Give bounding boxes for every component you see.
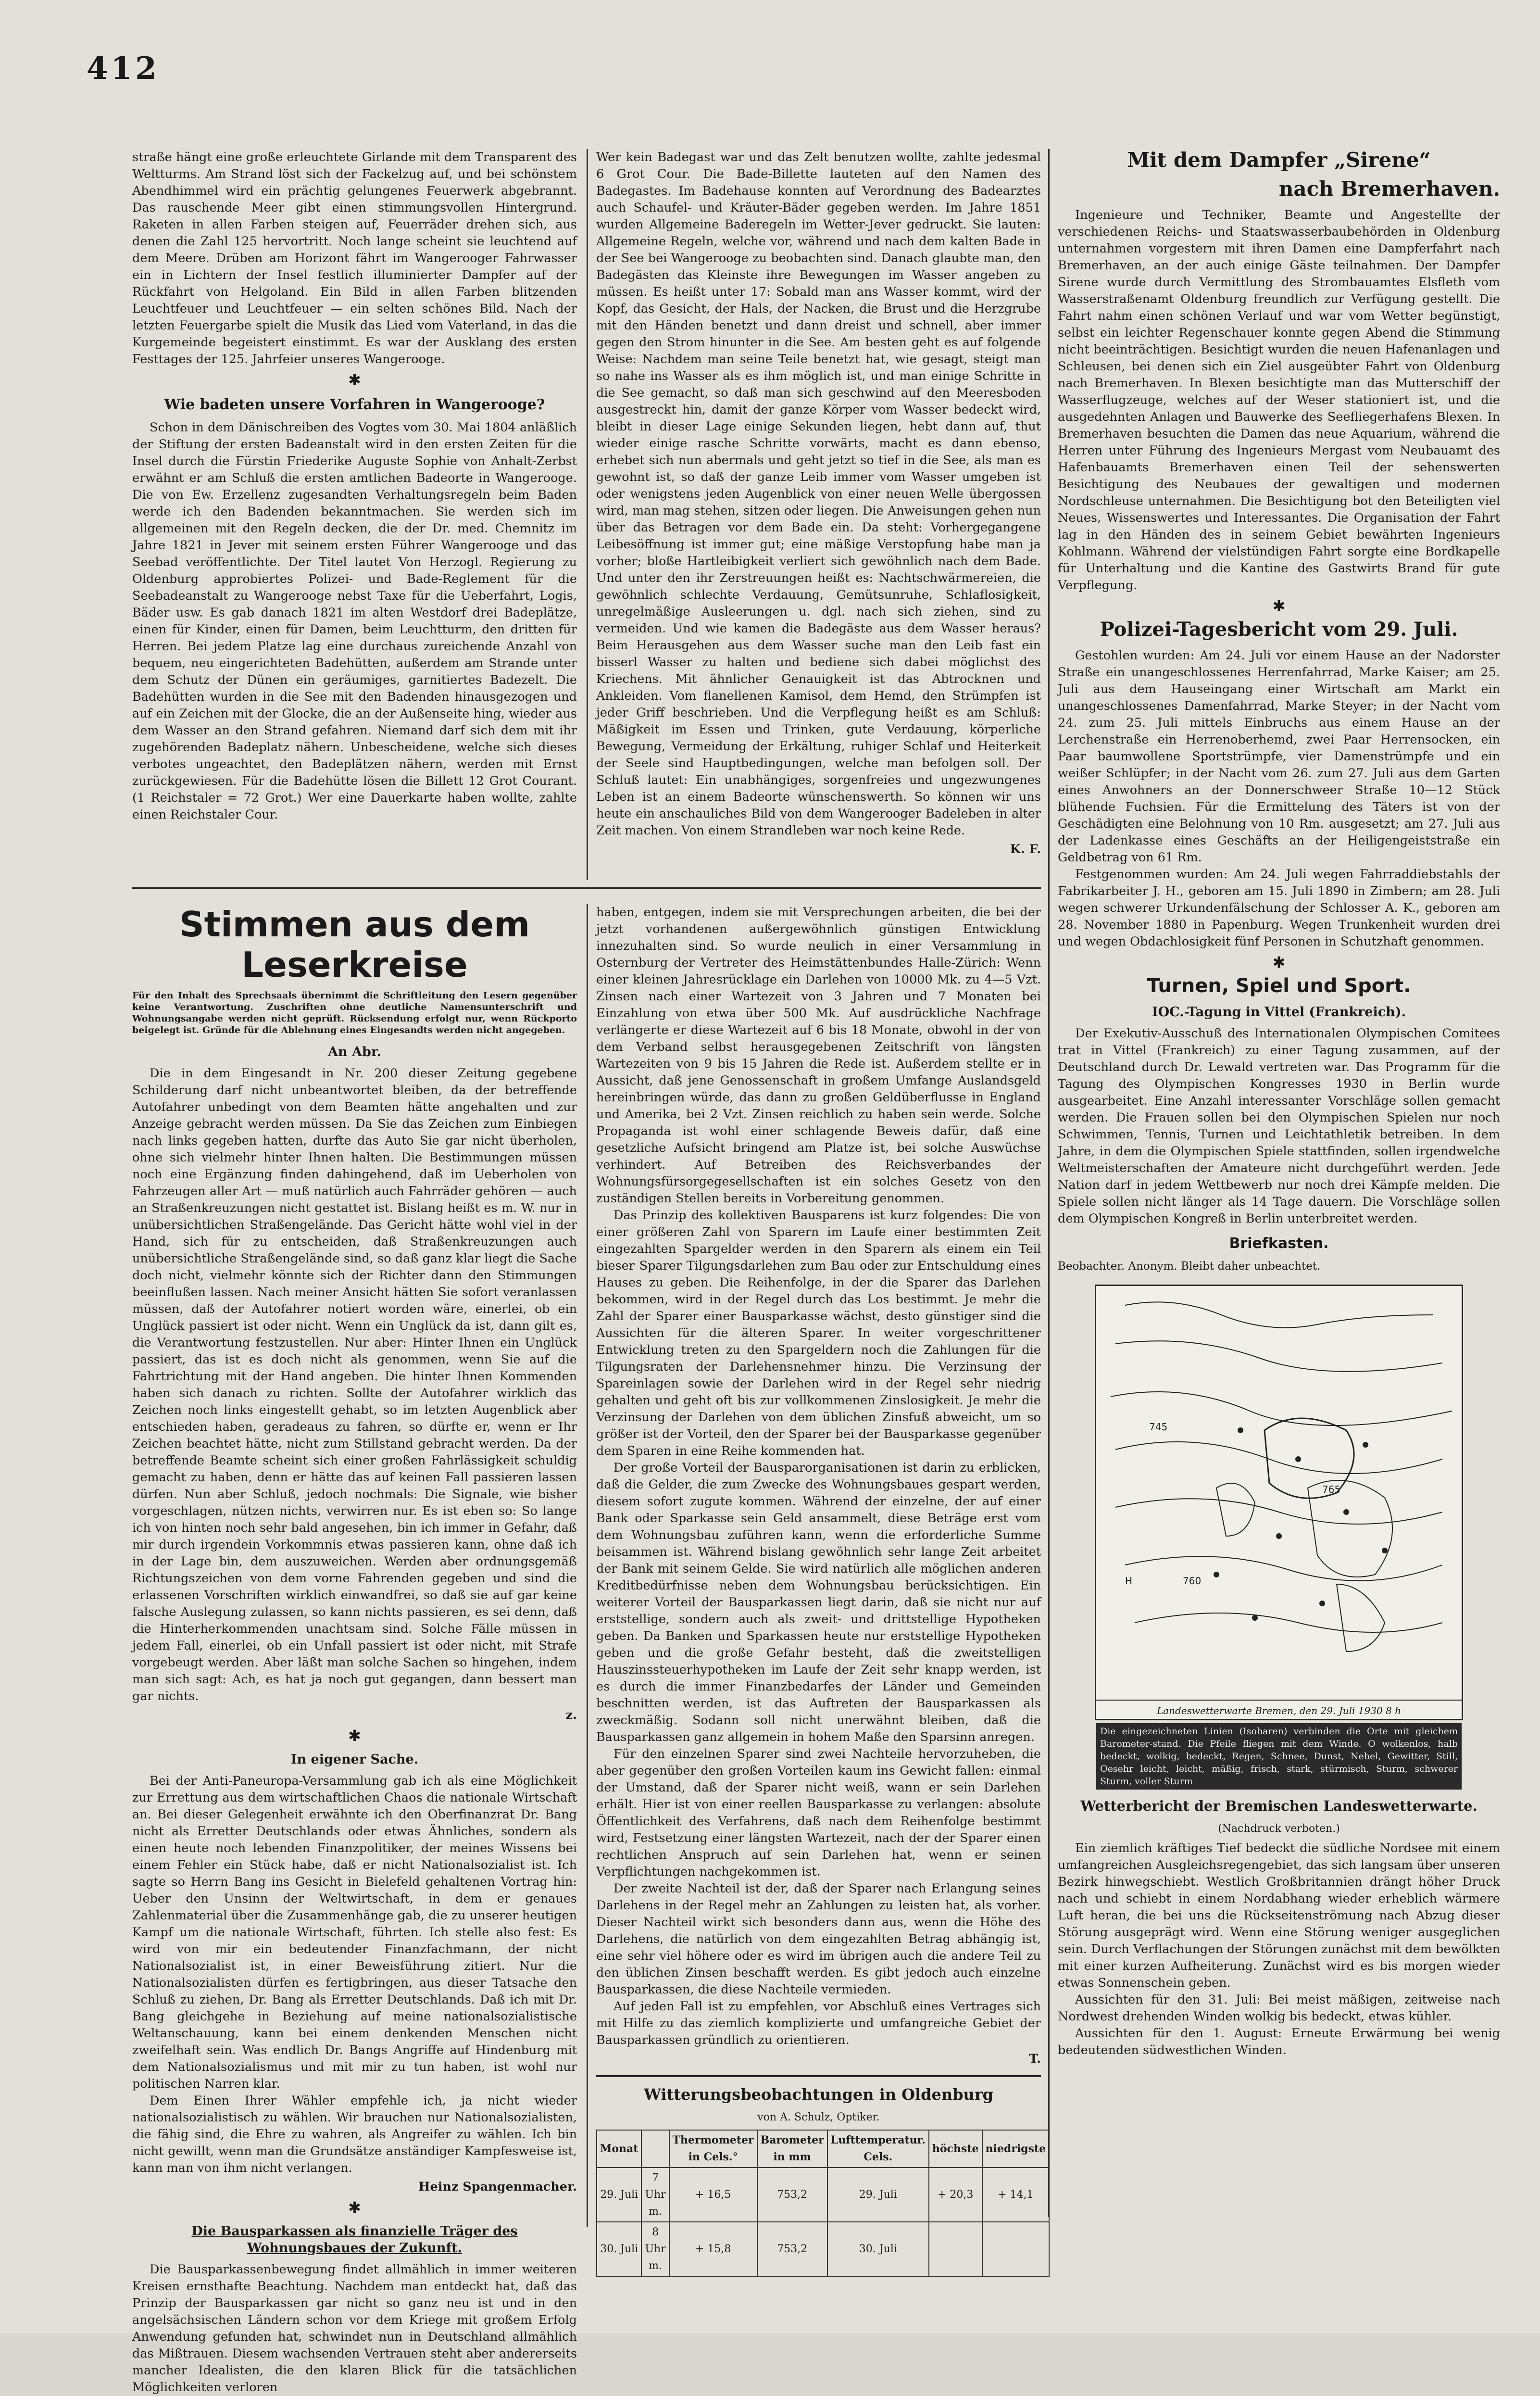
table-cell: + 14,1	[982, 2168, 1050, 2222]
table-cell	[929, 2222, 982, 2276]
column-3	[1058, 149, 1500, 2059]
savings-text-d: Für den einzelnen Sparer sind zwei Nachteile hervorzuheben, die aber gegenüber den großen Vorteilen kaum ins Gewicht fallen: einmal der Umstand, daß der Sparer nicht weiß, wann er sein Darlehen erhält. Hier ist von einer reellen Bausparkasse zu verlangen: absolute Öffentlichkeit des Verfahrens, daß nach dem Reihenfolge bestimmt wird, Festsetzung einer längsten Wartezeit, nach der der Sparer einen rechtlichen Anspruch auf sein Darlehen hat, wenn er seinen Verpflichtungen nachgekommen ist.	[596, 1747, 1041, 1879]
section-rule	[132, 887, 1041, 889]
article-heading-sport: Turnen, Spiel und Sport.	[1147, 975, 1411, 997]
letter-text-3: Die Bausparkassenbewegung findet allmählich in immer weiteren Kreisen ernsthafte Beachtung. Nachdem man entdeckt hat, daß das Prinzip der Bausparkassen gar nicht so ganz neu ist und in den angelsächsischen Ländern schon vor dem Kriege mit großem Erfolg Anwendung gefunden hat, schwindet nun in Deutschland allmählich das Mißtrauen. Diesem wachsenden Vertrauen steht aber andererseits mancher Idealisten, die den klaren Blick für die tatsächlichen Möglichkeiten verloren	[132, 2262, 577, 2395]
weather-map-caption: Landeswetterwarte Bremen, den 29. Juli 1930 8 h	[1096, 1700, 1462, 1720]
table-cell: 30. Juli	[827, 2222, 929, 2276]
weather-report-notice: (Nachdruck verboten.)	[1218, 1823, 1340, 1835]
table-cell: 29. Juli	[827, 2168, 929, 2222]
article-subheading-ioc: IOC.-Tagung in Vittel (Frankreich).	[1152, 1005, 1406, 1020]
observations-table	[596, 2130, 1050, 2277]
weather-map-legend: Die eingezeichneten Linien (Isobaren) verbinden die Orte mit gleichem Barometer-stand. Die Pfeile fliegen mit dem Winde. O wolkenlos, halb bedeckt, wolkig, bedeckt, Regen, Schnee, Dunst, Nebel, Gewitter, Still, Oesehr leicht, leicht, mäßig, frisch, stark, stürmisch, Sturm, schwerer Sturm, voller Sturm	[1096, 1723, 1462, 1790]
readers-section	[132, 904, 577, 2396]
table-header-row	[597, 2130, 1049, 2168]
weather-map-drawing	[1096, 1286, 1462, 1700]
readers-section-title: Stimmen aus dem Leserkreise	[179, 904, 530, 985]
column-divider	[1048, 149, 1050, 2217]
letter-text-1: Die in dem Eingesandt in Nr. 200 dieser Zeitung gegebene Schilderung darf nicht unbeantwortet bleiben, da der betreffende Autofahrer unbedingt von dem Beamten hätte angehalten und zur Anzeige gebracht werden müssen. Da Sie das Zeichen zum Einbiegen nach links gegeben hatten, durfte das Auto Sie gar nicht überholen, ohne sich vielmehr hinter Ihnen halten. Die Bestimmungen müssen noch eine Ergänzung finden dahingehend, daß im Ueberholen von Fahrzeugen aller Art — muß natürlich auch Fahrräder gehören — auch an Straßenkreuzungen nicht gestattet ist. Bislang heißt es m. W. nur in unübersichtlichen Straßengelände. Das Gericht hätte wohl viel in der Hand, sich für zu entscheiden, daß Straßenkreuzungen auch unübersichtliche Straßengelände sind, so daß ganz klar liegt die Sache doch nicht, vielmehr könnte sich der Richter dann den Stimmungen beeinflußen lassen. Nach meiner Ansicht hätten Sie sofort veranlassen müssen, daß der Autofahrer notiert worden wäre, einerlei, ob ein Unglück passiert ist oder nicht. Wenn ein Unglück da ist, dann gilt es, die Verantwortung festzustellen. Nur aber: Hinter Ihnen ein Unglück passiert, das ist es doch nicht als genommen, wenn Sie auf die Fahrtrichtung mit der Hand angeben. Die hinter Ihnen Kommenden haben sich danach zu richten. Sollte der Autofahrer wirklich das Zeichen noch links eingestellt gehabt, so im letzten Augenblick aber entschieden haben, geradeaus zu fahren, so dürfte er, wenn er Ihr Zeichen beachtet hätte, nicht zum Stillstand gebracht werden. Da der betreffende Beamte scheint sich einer großen Fahrlässigkeit schuldig gemacht zu haben, denn er hätte das auf keinen Fall passieren lassen dürfen. Nun aber Schluß, jedoch nochmals: Die Signale, wie bisher vorgeschlagen, nützen nichts, verwirren nur. Es ist eben so: So lange ich von hinten noch sehr bald angesehen, bin ich immer in Gefahr, daß mir durch irgendein Vorkommnis etwas passieren kann, ohne daß ich in der Lage bin, dem auszuweichen. Werden aber ordnungsgemäß Richtungszeichen von dem vorne Fahrenden gegeben und sind die erlassenen Vorschriften wirklich einwandfrei, so daß sie auf gar keine falsche Auslegung zulassen, so kann nichts passieren, es sei denn, daß die Hinterherkommenden unachtsam sind. Solche Fälle müssen in jedem Fall, einerlei, ob ein Unfall passiert ist oder nicht, mit Strafe vorgebeugt werden. Aber läßt man solche Sachen so hingehen, indem man sich sagt: Ach, es hat ja noch gut gegangen, dann bessert man gar nichts.	[132, 1066, 577, 1703]
separator-star: ✱	[348, 2198, 361, 2217]
svg-text:765: 765	[1322, 1484, 1341, 1495]
police-report-stolen: Gestohlen wurden: Am 24. Juli vor einem Hause an der Nadorster Straße ein unangeschlossenes Herrenfahrrad, Marke Kaiser; am 25. Juli aus dem Hauseingang einer Wirtschaft am Markt ein unangeschlossenes Damenfahrrad, Marke Steyer; in der Nacht vom 24. zum 25. Juli mittels Einbruchs aus einem Hause an der Lerchenstraße ein Herrenoberhemd, zwei Paar Herrensocken, ein Paar baumwollene Sportstrümpfe, vier Damenstrümpfe und ein weißer Schlüpfer; in der Nacht vom 26. zum 27. Juli aus dem Garten eines Anwohners an der Donnerschweer Straße 10—12 Stück blühende Fuchsien. Für die Ermittelung des Täters ist von der Geschädigten eine Belohnung von 10 Rm. ausgesetzt; am 27. Juli aus der Ladenkasse eines Geschäfts an der Heiligengeiststraße ein Geldbetrag von 61 Rm.	[1058, 648, 1500, 865]
savings-text-f: Auf jeden Fall ist zu empfehlen, vor Abschluß eines Vertrages sich mit Hilfe zu das ziemlich komplizierte und umfangreiche Gebiet der Bausparkassen gründlich zu orientieren.	[596, 1999, 1041, 2047]
table-header: Lufttemperatur. Cels.	[827, 2130, 929, 2168]
article-heading-steamer: Mit dem Dampfer „Sirene“	[1127, 148, 1431, 172]
article-heading-bathing: Wie badeten unsere Vorfahren in Wangerooge?	[164, 396, 545, 413]
column-1-top	[132, 149, 577, 823]
letter-heading-2: In eigener Sache.	[290, 1752, 419, 1767]
table-row	[597, 2168, 1049, 2222]
column-divider	[587, 904, 588, 2227]
separator-star: ✱	[348, 1727, 361, 1745]
table-cell: 753,2	[757, 2222, 827, 2276]
savings-text-a: haben, entgegen, indem sie mit Versprechungen arbeiten, die bei der jetzt vorhandenen außergewöhnlich günstigen Entwicklung innezuhalten sind. So wurde neulich in einer Versammlung in Osternburg der Vertreter des Heimstättenbundes Halle-Zürich: Wenn einer kleinen Jahresrücklage ein Darlehen von 10000 Mk. zu 4—5 Vzt. Zinsen nach einer Wartezeit von 3 Jahren und 7 Monaten bei Einzahlung von etwa über 500 Mk. Auf ausdrückliche Nachfrage verlängerte er diese Wartezeit auf 6 bis 18 Monate, obwohl in der von dem Verband selbst herausgegebenen Zeitschrift von längsten Wartezeiten von 9 bis 15 Jahren die Rede ist. Außerdem stellte er in Aussicht, daß jene Genossenschaft in großem Umfange Auslandsgeld hereinbringen würde, das dann zu großen Geldüberflusse in England und Amerika, bei 2 Vzt. Zinsen reichlich zu haben sein werde. Solche Propaganda ist wohl einer schlagende Beweis dafür, daß eine gesetzliche Aufsicht bringend am Platze ist, bei solche Auswüchse verhindert. Auf Betreiben des Reichsverbandes der Wohnungsfürsorgegesellschaften ist ein solches Gesetz von den zuständigen Stellen bereits in Vorbereitung genommen.	[596, 905, 1041, 1206]
table-cell: 753,2	[757, 2168, 827, 2222]
letter-signature-2: Heinz Spangenmacher.	[418, 2180, 577, 2194]
table-row	[597, 2222, 1049, 2276]
festival-text: straße hängt eine große erleuchtete Girlande mit dem Transparent des Weltturms. Am Strand löst sich der Fackelzug auf, und bei schönstem Abendhimmel wird ein prächtig gelungenes Feuerwerk abgebrannt. Das rauschende Meer gibt einen stimmungsvollen Hintergrund. Raketen in allen Farben steigen auf, Feuerräder drehen sich, aus denen die Zahl 125 hervortritt. Noch lange scheint sie leuchtend auf dem Meere. Drüben am Horizont fährt im Wangerooger Fahrwasser ein in Lichtern der Insel festlich illuminierter Dampfer auf der Rückfahrt von Helgoland. Ein Bild in allen Farben blitzenden Leuchtfeuer und Leuchtfeuer — ein selten schönes Bild. Nach der letzten Feuergarbe spielt die Musik das Lied vom Vaterland, in das die Kurgemeinde begeistert einstimmt. Es war der Ausklang des ersten Festtages der 125. Jahrfeier unseres Wangerooge.	[132, 150, 577, 366]
table-header: niedrigste	[982, 2130, 1050, 2168]
table-cell: + 20,3	[929, 2168, 982, 2222]
weather-report-heading: Wetterbericht der Bremischen Landeswetterwarte.	[1080, 1798, 1477, 1814]
letter-text-2b: Dem Einen Ihrer Wähler empfehle ich, ja nicht wieder nationalsozialistisch zu wählen. Wir brauchen nur Nationalsozialisten, die fähig sind, die Ehre zu wahren, als Angreifer zu wählen. Ich bin nicht gewillt, wenn man die Grundsätze anständiger Kampfesweise ist, kann man von ihm nicht verlangen.	[132, 2093, 577, 2175]
table-header: Thermometer in Cels.°	[669, 2130, 757, 2168]
column-2-top	[596, 149, 1041, 858]
column-divider	[587, 149, 588, 880]
separator-star: ✱	[348, 371, 361, 389]
weather-forecast-31-july: Aussichten für den 31. Juli: Bei meist mäßigen, zeitweise nach Nordwest drehenden Winden wolkig bis bedeckt, etwas kühler.	[1058, 1992, 1500, 2024]
table-cell: + 16,5	[669, 2168, 757, 2222]
letter-heading-1: An Abr.	[328, 1045, 381, 1059]
observations-title: Witterungsbeobachtungen in Oldenburg	[643, 2085, 994, 2104]
letter-text-2: Bei der Anti-Paneuropa-Versammlung gab ich als eine Möglichkeit zur Errettung aus dem wirtschaftlichen Chaos die nationale Wirtschaft an. Bei dieser Gelegenheit erwähnte ich den Oberfinanzrat Dr. Bang nicht als Erretter Deutschlands oder etwas Ähnliches, sondern als einen heute noch lebenden Finanzpolitiker, der meines Wissens bei einem Fehler ein Stück habe, daß er nicht Nationalsozialist ist. Ich sagte so Herrn Bang ins Gesicht in Bielefeld gehaltenen Vortrag hin: Ueber den Unsinn der Weltwirtschaft, in dem er genaues Zahlenmaterial über die Zusammenhänge gab, die zu unserer heutigen Kampf um die nationale Wirtschaft, führten. Ich stelle also fest: Es wird von mir ein bedeutender Finanzfachmann, der nicht Nationalsozialist ist, in einer Beweisführung zitiert. Nur die Nationalsozialisten dürfen es fertigbringen, aus dieser Tatsache den Schluß zu ziehen, Dr. Bang als Erretter Deutschlands. Daß ich mit Dr. Bang gleichgehe in Beziehung auf meine nationalsozialistische Weltanschauung, kann bei einem denkenden Menschen nicht zweifelhaft sein. Was endlich Dr. Bangs Angriffe auf Hindenburg mit dem Nationalsozialismus und mit mir zu tun haben, ist wohl nur politischen Narren klar.	[132, 1774, 577, 2091]
article-heading-police: Polizei-Tagesbericht vom 29. Juli.	[1100, 618, 1458, 641]
observations-subtitle: von A. Schulz, Optiker.	[757, 2111, 880, 2123]
separator-star: ✱	[1272, 597, 1286, 615]
weather-forecast-1-august: Aussichten für den 1. August: Erneute Erwärmung bei wenig bedeutenden südwestlichen Winden.	[1058, 2026, 1500, 2057]
building-savings-column	[596, 904, 1046, 2277]
savings-text-b: Das Prinzip des kollektiven Bausparens ist kurz folgendes: Die von einer größeren Zahl von Sparern im Laufe einer bestimmten Zeit eingezahlten Spargelder werden in den Sparern als einem ein Teil bieser Sparer Tilgungsdarlehen zum Bau oder zur Entschuldung eines Hauses zu geben. Die Reihenfolge, in der die Sparer das Darlehen bekommen, wird in der Regel durch das Los bestimmt. Je mehr die Zahl der Sparer einer Bausparkasse wächst, desto günstiger sind die Aussichten für die älteren Sparer. In weiter vorgeschrittener Entwicklung treten zu den Spargeldern noch die Zahlungen für die Tilgungsraten der Darlehensnehmer hinzu. Die Verzinsung der Spareinlagen sowie der Darlehen wird in der Regel sehr niedrig gehalten und geht oft bis zur vollkommenen Zinslosigkeit. Je mehr die Verzinsung der Darlehen von dem üblichen Zinsfuß abweicht, um so größer ist der Vorteil, den der Sparer bei der Bausparkasse gegenüber dem Sparen in eine Reihe kommenden hat.	[596, 1208, 1041, 1458]
weather-map	[1095, 1285, 1463, 1720]
bathing-article-continued: Wer kein Badegast war und das Zelt benutzen wollte, zahlte jedesmal 6 Grot Cour. Die Bade-Billette lauteten auf den Namen des Badegastes. Im Badehause konnten auf Verordnung des Badearztes auch Schaufel- und Kräuter-Bäder gegeben werden. Im Jahre 1851 wurden Allgemeine Baderegeln im Wetter-Jever gedruckt. Sie lauten: Allgemeine Regeln, welche vor, während und nach dem kalten Bade in der See bei Wangerooge zu beobachten sind. Danach glaubte man, den Badegästen das Kleinste ihre Bewegungen im Wasser angeben zu müssen. Es heißt unter 17: Sobald man ans Wasser kommt, wird der Kopf, das Gesicht, der Hals, der Nacken, die Brust und die Herzgrube mit den Händen benetzt und dann dreist und schnell, aber immer gegen den Strom hinunter in die See. Am besten geht es auf folgende Weise: Nachdem man seine Teile benetzt hat, wie gesagt, steigt man so nahe ins Wasser als es ihm möglich ist, und man einige Schritte in die See gemacht, so daß man sich geschwind auf den Meeresboden ausgestreckt hin, damit der ganze Körper vom Wasser bedeckt wird, bleibt in dieser Lage einige Sekunden liegen, hebt dann auf, thut wieder einige rasche Schritte vorwärts, macht es dann ebenso, erhebet sich nun abermals und geht jetzt so tief in die See, als man es gewohnt ist, so daß der ganze Leib immer vom Wasser umgeben ist oder wenigstens jeden Augenblick von einer neuen Welle übergossen wird, man mag stehen, sitzen oder liegen. Die Anweisungen gehen nun über das Betragen vor dem Bade ein. Da steht: Vorhergegangene Leibesöffnung ist immer gut; eine mäßige Verstopfung habe man ja vorher; bloße Hartleibigkeit verliert sich gewöhnlich nach dem Bade. Und unter den ihr Zerstreuungen heißt es: Nachtschwärmereien, die gewöhnlich schlechte Verdauung, Gemütsunruhe, Schlaflosigkeit, unregelmäßige Ausleerungen u. dgl. nach sich ziehen, sind zu vermeiden. Und wie kamen die Badegäste aus dem Wasser heraus? Beim Herausgehen aus dem Wasser suche man den Leib fast ein bisserl Wasser zu halten und bediene sich dabei möglichst des Kriechens. Mit ähnlicher Genauigkeit ist das Abtrocknen und Ankleiden. Vom flanellenen Kamisol, dem Hemd, den Strümpfen ist jeder Griff beschrieben. Und die Verpflegung heißt es am Schluß: Mäßigkeit im Essen und Trinken, gute Verdauung, körperliche Bewegung, Vermeidung der Erkältung, ruhiger Schlaf und Heiterkeit der Seele sind Hauptbedingungen, welche man befolgen soll. Der Schluß lautet: Ein unabhängiges, sorgenfreies und ungezwungenes Leben ist an einem Badeorte wünschenswerth. So können wir uns heute ein anschauliches Bild von dem Wangerooger Badeleben in alter Zeit machen. Von einem Strandleben war noch keine Rede.	[596, 150, 1041, 838]
table-header	[641, 2130, 669, 2168]
table-cell: 30. Juli	[597, 2222, 641, 2276]
table-header: Barometer in mm	[757, 2130, 827, 2168]
readers-disclaimer: Für den Inhalt des Sprechsaals übernimmt die Schriftleitung den Lesern gegenüber keine Verantwortung. Zuschriften ohne deutliche Namensunterschrift und Wohnungsangabe werden nicht geprüft. Rücksendung erfolgt nur, wenn Rückporto beigelegt ist. Gründe für die Ablehnung eines Eingesandts werden nicht angegeben.	[132, 990, 577, 1035]
table-cell: 8 Uhr m.	[641, 2222, 669, 2276]
separator-star: ✱	[1272, 953, 1286, 971]
svg-text:H: H	[1125, 1575, 1133, 1587]
letter-signature-1: z.	[565, 1708, 577, 1722]
page-number: 412	[87, 50, 160, 87]
table-cell: 7 Uhr m.	[641, 2168, 669, 2222]
weather-report-text: Ein ziemlich kräftiges Tief bedeckt die südliche Nordsee mit einem umfangreichen Ausgleichsregengebiet, das sich langsam über unseren Bezirk hinwegschiebt. Westlich Großbritannien drängt höher Druck nach und schiebt in einem Nordabhang wieder erheblich wärmere Luft heran, die bei uns die Rückseitenströmung nach Abzug dieser Störung ausgeprägt wird. Wenn eine Störung weniger ausgeglichen sein. Durch Verflachungen der Störungen zunächst mit dem bewölkten mit einer kurzen Aufheiterung. Zunächst wird es bis morgen wieder etwas Sonnenschein geben.	[1058, 1841, 1500, 1990]
savings-text-e: Der zweite Nachteil ist der, daß der Sparer nach Erlangung seines Darlehens in der Regel mehr an Zahlungen zu leisten hat, als vorher. Dieser Nachteil wirkt sich besonders dann aus, wenn die Höhe des Darlehens, die natürlich von dem eingezahlten Betrag abhängig ist, eine sehr viel höhere oder es wird im übrigen auch die andere Teil zu den üblichen Zinsen beschafft werden. Es gibt jedoch auch einzelne Bausparkassen, die diese Nachteile vermieden.	[596, 1881, 1041, 1997]
svg-text:760: 760	[1183, 1575, 1202, 1587]
article-heading-steamer-sub: nach Bremerhaven.	[1278, 177, 1500, 201]
table-header: Monat	[597, 2130, 641, 2168]
svg-text:745: 745	[1149, 1421, 1168, 1433]
steamer-article-text: Ingenieure und Techniker, Beamte und Angestellte der verschiedenen Reichs- und Staatswasserbaubehörden in Oldenburg unternahmen vorgestern mit ihren Damen eine Dampferfahrt nach Bremerhaven, an der auch einige Gäste teilnahmen. Der Dampfer Sirene wurde durch Vermittlung des Strombauamtes Elsfleth vom Wasserstraßenamt Oldenburg freundlich zur Verfügung gestellt. Die Fahrt nahm einen schönen Verlauf und war vom Wetter begünstigt, selbst ein leichter Regenschauer konnte gegen Abend die Stimmung nicht beeinträchtigen. Besichtigt wurden die neuen Hafenanlagen und Schleusen, bei denen sich ein Ziel ausgeübter Fahrt von Oldenburg nach Bremerhaven. In Blexen besichtigte man das Mutterschiff der Wasserflugzeuge, welches auf der Weser stationiert ist, und die ausgedehnten Anlagen und Bauwerke des Seefliegerhafens Blexen. In Bremerhaven besuchten die Damen das neue Aquarium, während die Herren unter Führung des Ingenieurs Mergast vom Neubauamt des Hafenbauamts Bremerhaven einen Teil der sehenswerten Besichtigung des Neubaues der gewaltigen und modernen Nordschleuse unternahmen. Die Besichtigung bot den Beteiligten viel Neues, Wissenswertes und Interessantes. Die Organisation der Fahrt lag in den Händen des in seinem Gebiet bewährten Ingenieurs Kohlmann. Während der vielstündigen Fahrt sorgte eine Bordkapelle für Unterhaltung und die Kantine des Gastwirts Brand für gute Verpflegung.	[1058, 208, 1500, 593]
table-cell: + 15,8	[669, 2222, 757, 2276]
police-report-arrests: Festgenommen wurden: Am 24. Juli wegen Fahrraddiebstahls der Fabrikarbeiter J. H., geboren am 15. Juli 1890 in Zimbern; am 28. Juli wegen schwerer Urkundenfälschung der Schlosser A. K., geboren am 28. November 1880 in Papenburg. Wegen Trunkenheit wurden drei und wegen Obdachlosigkeit fünf Personen in Schutzhaft genommen.	[1058, 867, 1500, 949]
table-cell: 29. Juli	[597, 2168, 641, 2222]
savings-signature: T.	[1029, 2052, 1041, 2066]
letter-heading-3: Die Bausparkassen als finanzielle Träger des Wohnungsbaues der Zukunft.	[191, 2224, 518, 2256]
table-cell	[982, 2222, 1050, 2276]
bathing-article-text: Schon in dem Dänischreiben des Vogtes vom 30. Mai 1804 anläßlich der Stiftung der ersten Badeanstalt wird in den ersten Zeiten für die Insel durch die Fürstin Friederike Auguste Sophie von Anhalt-Zerbst erwähnt er am Schluß die ersten amtlichen Badeorte in Wangerooge. Die von Ew. Erzellenz zugesandten Verhaltungsregeln beim Baden werde ich den Badenden bekanntmachen. Sie werden sich im allgemeinen mit den Regeln decken, die der Dr. med. Chemnitz im Jahre 1821 in Jever mit seinem ersten Führer Wangerooge und das Seebad veröffentlichte. Der Titel lautet Von Herzogl. Regierung zu Oldenburg approbiertes Polizei- und Bade-Reglement für die Seebadeanstalt zu Wangerooge nebst Taxe für die Ueberfahrt, Logis, Bäder usw. Es gab danach 1821 im alten Westdorf drei Badeplätze, einen für Kinder, einen für Damen, beim Leuchtturm, den dritten für Herren. Bei jedem Platze lag eine durchaus zureichende Anzahl von bequem, neu eingerichteten Badehütten, außerdem am Strande unter dem Schutz der Dünen ein geräumiges, garnitiertes Badezelt. Die Badehütten wurden in die See mit den Badenden hinausgezogen und auf ein Zeichen mit der Glocke, die an der Außenseite hing, wieder aus dem Wasser an den Strand gefahren. Niemand darf sich dem mit ihr zugehörenden Badeplatz nähern. Unbescheidene, welche sich dieses verbotes ungeachtet, den Badeplätzen nähern, werden mit Ernst zurückgewiesen. Für die Badehütte lösen die Billett 12 Grot Courant. (1 Reichstaler = 72 Grot.) Wer eine Dauerkarte haben wollte, zahlte einen Reichstaler Cour.	[132, 420, 577, 822]
letterbox-text: Beobachter. Anonym. Bleibt daher unbeachtet.	[1058, 1260, 1321, 1273]
letterbox-heading: Briefkasten.	[1229, 1235, 1329, 1252]
ioc-article-text: Der Exekutiv-Ausschuß des Internationalen Olympischen Comitees trat in Vittel (Frankreich) zu einer Tagung zusammen, auf der Deutschland durch Dr. Lewald vertreten war. Das Programm für die Tagung des Olympischen Kongresses 1930 in Berlin wurde ausgearbeitet. Eine Anzahl interessanter Vorschläge sollen gemacht werden. Die Frauen sollen bei den Olympischen Spielen nur noch Schwimmen, Tennis, Turnen und Leichtathletik betreiben. In dem Jahre, in dem die Olympischen Spiele stattfinden, sollen irgendwelche Weltmeisterschaften der Amateure nicht durchgeführt werden. Jede Nation darf in jedem Wettbewerb nur noch drei Kämpfe melden. Die Spiele sollen nicht länger als 14 Tage dauern. Die Vorschläge sollen dem Olympischen Kongreß in Berlin unterbreitet werden.	[1058, 1026, 1500, 1226]
table-header: höchste	[929, 2130, 982, 2168]
savings-text-c: Der große Vorteil der Bausparorganisationen ist darin zu erblicken, daß die Gelder, die zum Zwecke des Wohnungsbaues gespart werden, diesem sofort zugute kommen. Während der einzelne, der auf einer Bank oder Sparkasse sein Geld ansammelt, diese Beträge erst vom dem Wohnungsbau zuführen kann, wenn die erforderliche Summe beisammen ist. Während bislang gewöhnlich sehr lange Zeit arbeitet der Bank mit seinem Gelde. Sie wird natürlich alle möglichen anderen Kreditbedürfnisse neben dem Wohnungsbau berücksichtigen. Ein weiterer Vorteil der Bausparkassen liegt darin, daß sie nicht nur auf erststellige, sondern auch als zweit- und drittstellige Hypotheken geben. Da Banken und Sparkassen heute nur erststellige Hypotheken geben und die große Gefahr besteht, daß die zweitstelligen Hauszinssteuerhypotheken im Laufe der Zeit sehr knapp werden, ist es durch die immer Finanzbedarfes der Länder und Gemeinden beschnitten werden, ist das Auftreten der Bausparkassen als zweckmäßig. Sodann soll nicht unerwähnt bleiben, daß die Bausparkassen ganz allgemein in hohem Maße den Sparsinn anregen.	[596, 1461, 1041, 1744]
section-rule	[596, 2075, 1041, 2077]
article-signature: K. F.	[1010, 842, 1041, 857]
